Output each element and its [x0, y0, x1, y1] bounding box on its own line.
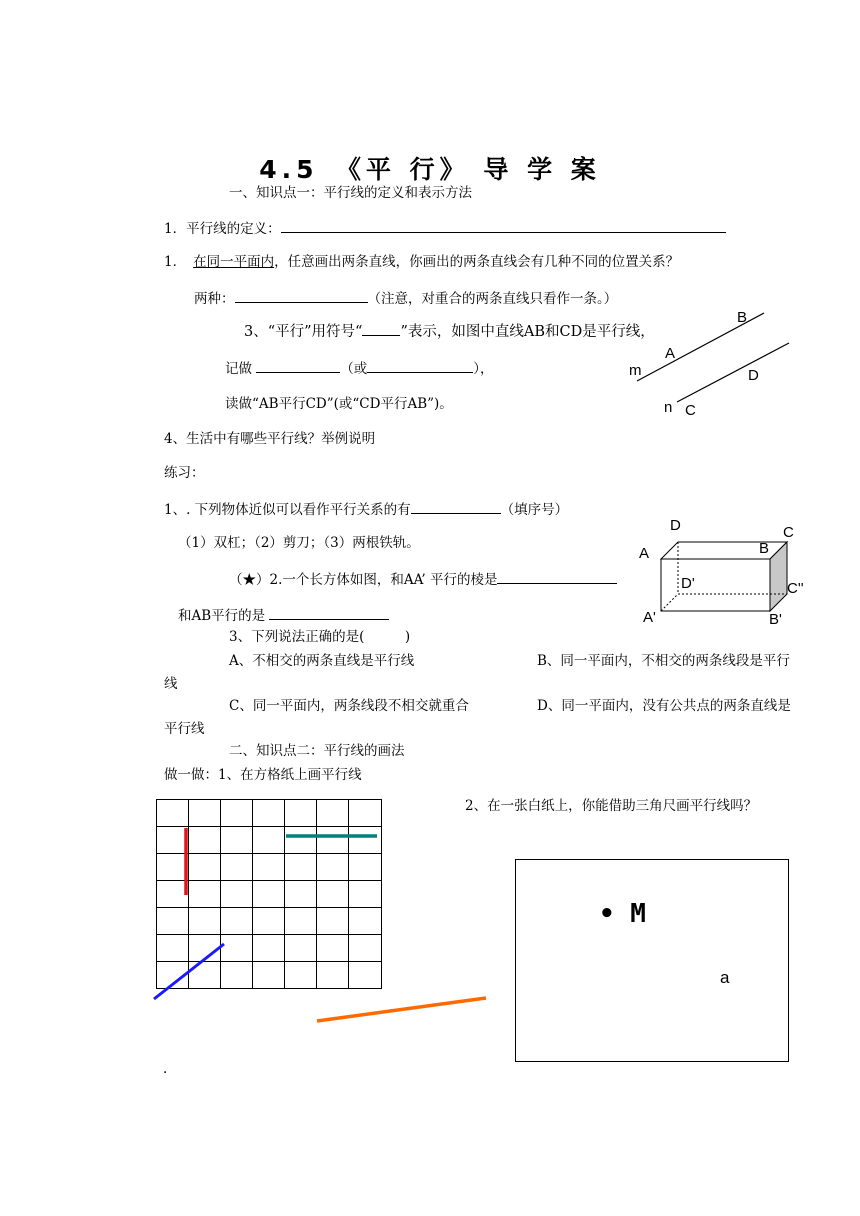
- record-close: ），: [473, 361, 494, 377]
- practice-2b-label: 和AB平行的是: [178, 608, 270, 624]
- practice-2-label: （★）2.一个长方体如图，和AA’ 平行的棱是: [229, 572, 498, 588]
- practice-1-options: （1）双杠；（2）剪刀；（3）两根铁轨。: [178, 535, 420, 551]
- two-kinds-note: （注意，对重合的两条直线只看作一条。）: [367, 291, 618, 307]
- position-rest: ，任意画出两条直线，你画出的两条直线会有几种不同的位置关系？: [274, 254, 680, 270]
- record-or: （或: [340, 361, 368, 377]
- white-paper-box: [516, 860, 789, 1062]
- option-b: B、同一平面内，不相交的两条线段是平行: [537, 653, 790, 669]
- practice-3: 3、下列说法正确的是( ): [229, 629, 411, 645]
- line-a-label: a: [720, 968, 730, 987]
- practice-1-tail: （填序号）: [500, 502, 569, 518]
- label-a: A: [665, 345, 676, 362]
- cuboid-label-a-prime: A': [643, 609, 656, 626]
- label-c: C: [685, 402, 696, 419]
- section-2-heading: 二、知识点二：平行线的画法: [229, 743, 405, 759]
- practice-1-label: 1、. 下列物体近似可以看作平行关系的有: [164, 502, 411, 518]
- position-num: 1．: [164, 254, 187, 270]
- record-label: 记做: [225, 361, 257, 377]
- symbol-label-a: 3、“平行”用符号“: [244, 324, 363, 340]
- cuboid-front-face: [661, 559, 770, 611]
- daily-life-question: 4、生活中有哪些平行线？举例说明: [164, 431, 376, 447]
- label-m: m: [629, 362, 642, 379]
- cuboid-label-b-prime: B': [769, 611, 782, 628]
- point-m: • M: [599, 899, 646, 929]
- cuboid-label-c-double-prime: C'': [787, 580, 804, 597]
- practice-heading: 练习：: [164, 465, 205, 481]
- orange-segment: [317, 998, 486, 1021]
- cuboid-label-d-prime: D': [681, 575, 695, 592]
- two-kinds-label: 两种：: [194, 291, 235, 307]
- cuboid-label-c: C: [783, 524, 794, 541]
- option-c: C、同一平面内，两条线段不相交就重合: [229, 698, 469, 714]
- option-b-cont: 线: [164, 676, 178, 692]
- page-title: 4.5 《平 行》 导 学 案: [259, 155, 601, 184]
- position-underlined: 在同一平面内: [193, 254, 275, 270]
- cuboid-label-b: B: [759, 540, 770, 557]
- option-d-cont: 平行线: [164, 721, 205, 737]
- label-d: D: [748, 367, 759, 384]
- option-a: A、不相交的两条直线是平行线: [229, 653, 415, 669]
- end-mark: .: [163, 1061, 168, 1077]
- cuboid-label-a: A: [639, 545, 650, 562]
- symbol-label-b: ”表示，如图中直线AB和CD是平行线，: [400, 324, 655, 340]
- cuboid-label-d: D: [670, 517, 681, 534]
- label-n: n: [664, 399, 673, 416]
- line-cd: [677, 343, 789, 402]
- label-b: B: [737, 309, 748, 326]
- do-it-heading: 做一做：1、在方格纸上画平行线: [164, 767, 362, 783]
- section-1-heading: 一、知识点一：平行线的定义和表示方法: [229, 185, 472, 201]
- option-d: D、同一平面内，没有公共点的两条直线是: [537, 698, 791, 714]
- read-as-line: 读做“AB平行CD”(或“CD平行AB”)。: [225, 396, 453, 412]
- triangle-question: 2、在一张白纸上，你能借助三角尺画平行线吗？: [465, 798, 758, 814]
- definition-label: 1．平行线的定义：: [164, 221, 281, 237]
- grid-paper: [157, 800, 383, 990]
- parallel-lines-figure: [637, 313, 789, 402]
